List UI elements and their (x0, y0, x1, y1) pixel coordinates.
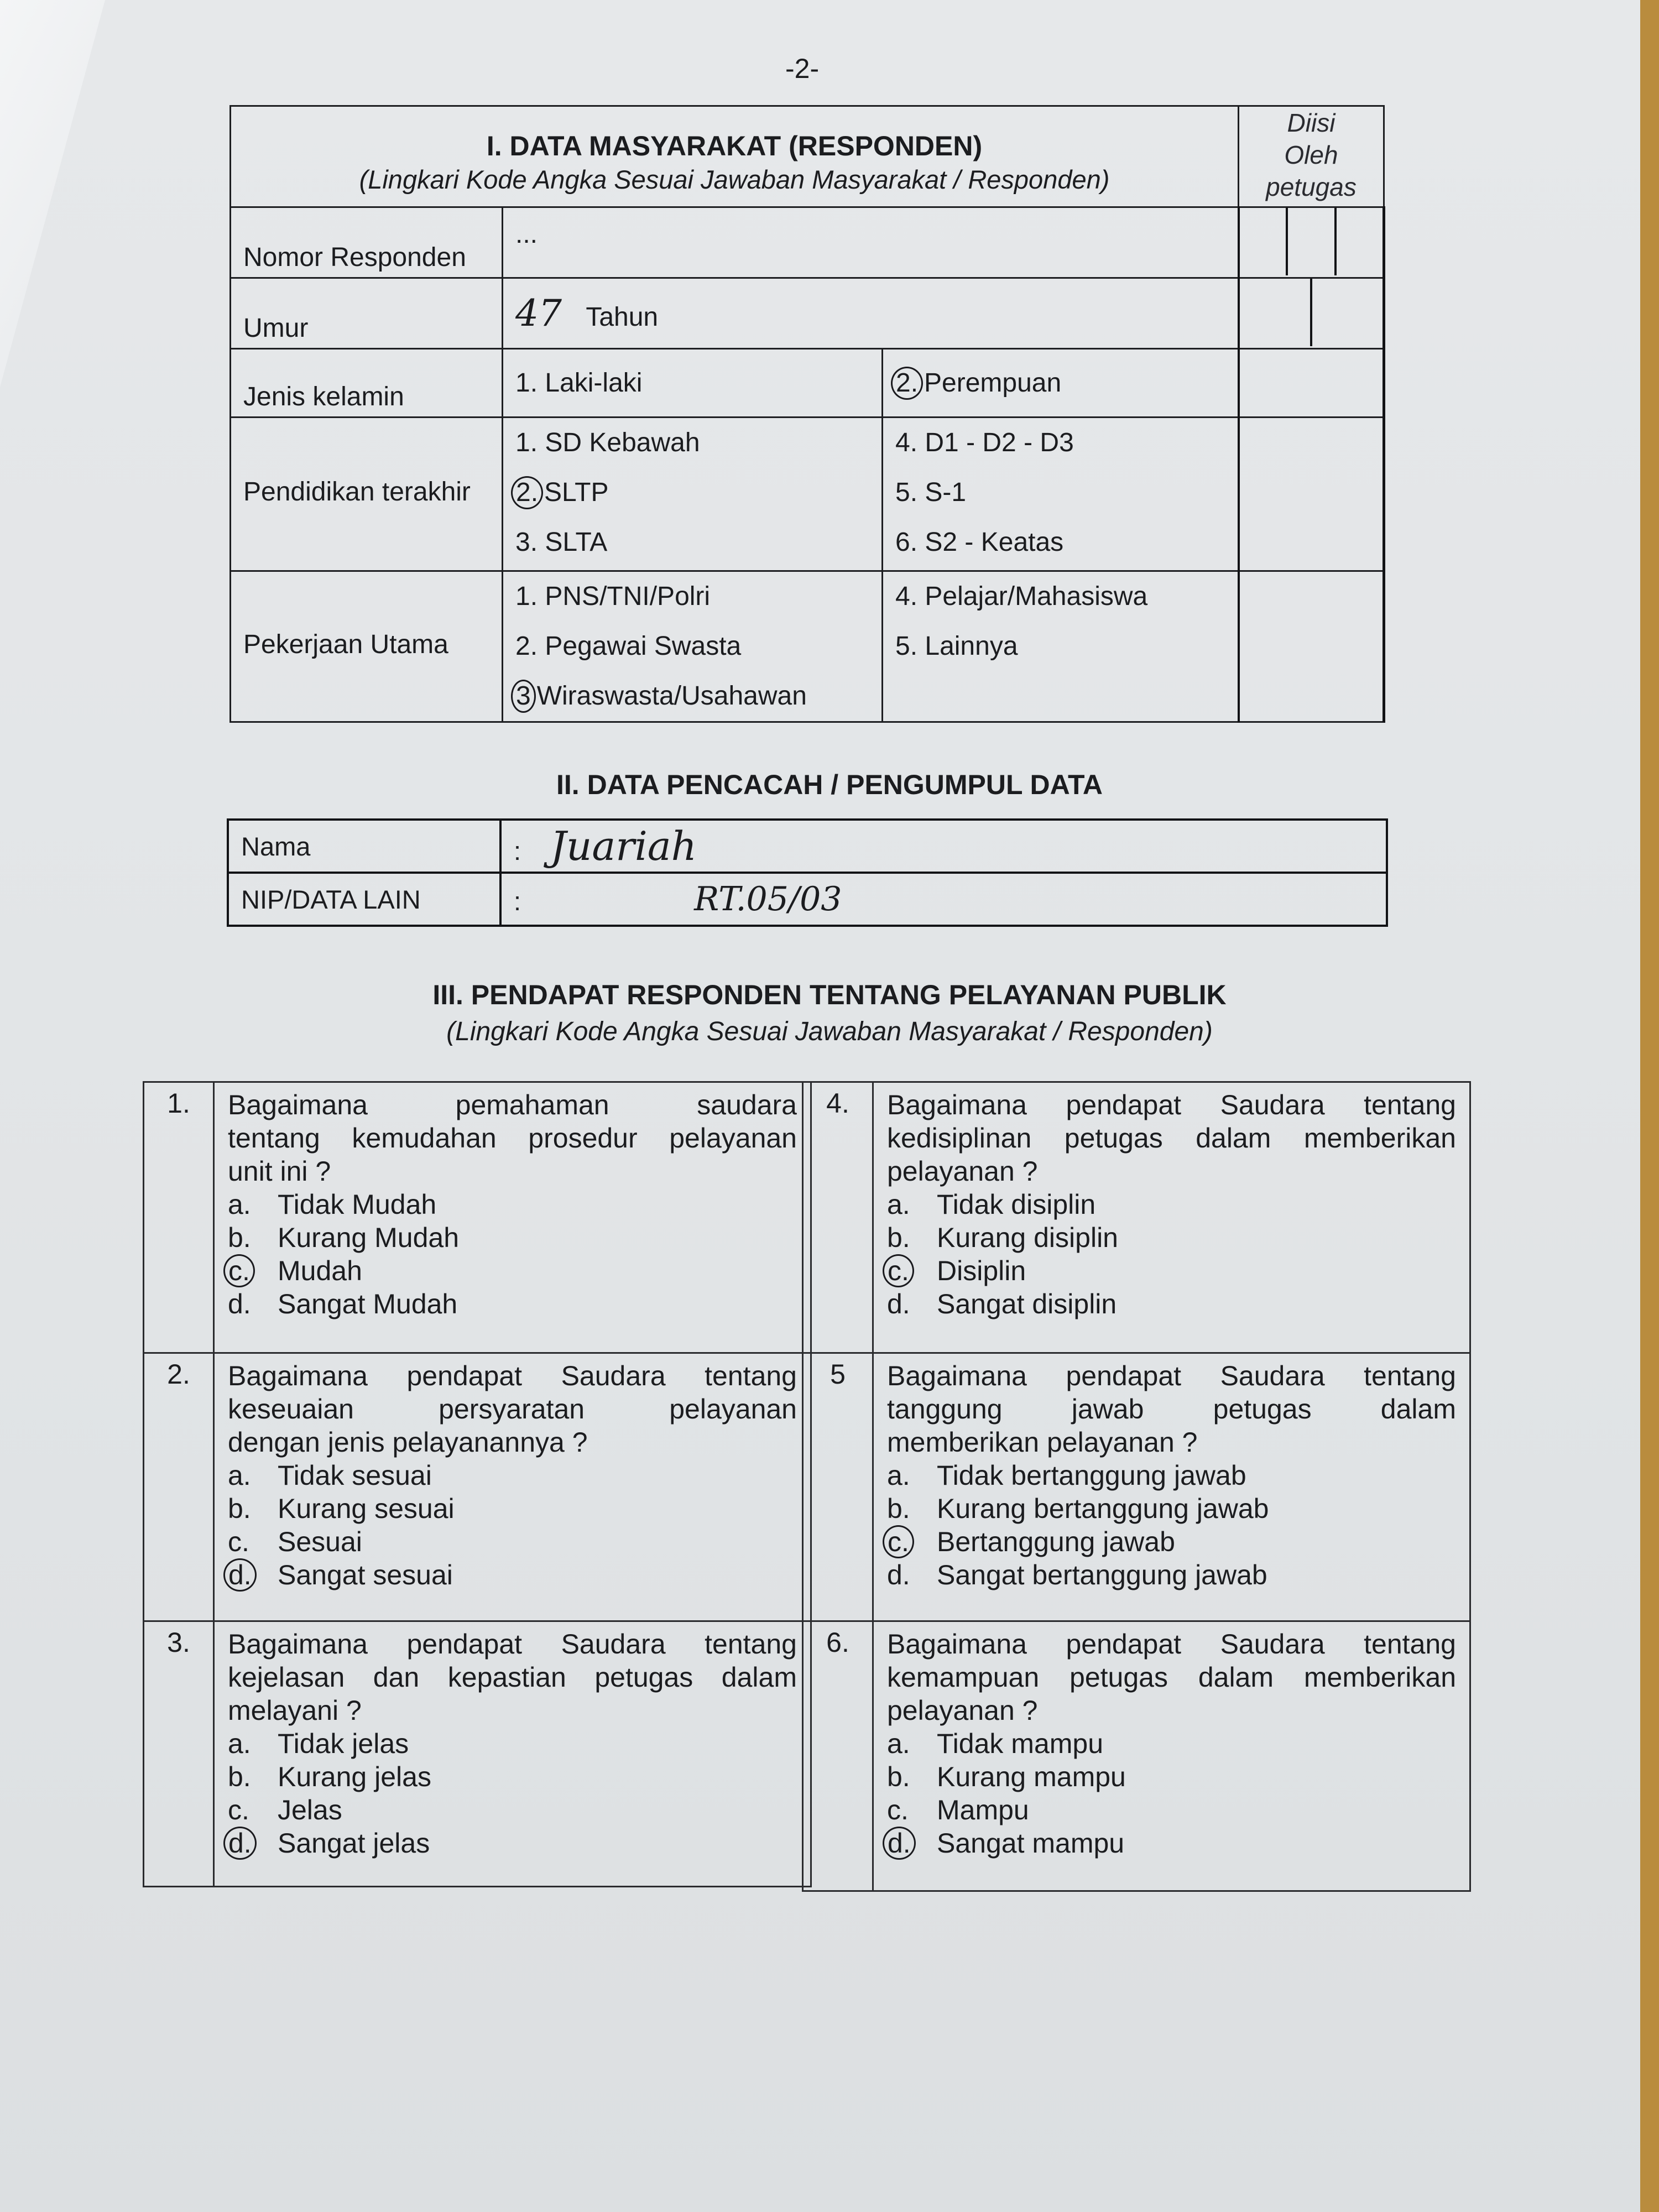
question-table (802, 1352, 1471, 1622)
gender-option-female[interactable] (883, 349, 1239, 418)
answer-letter: d. (887, 1288, 910, 1319)
answer-label: Sesuai (278, 1526, 362, 1557)
collector-nip-value: RT.05/03 (694, 880, 842, 919)
officer-label-3: petugas (1266, 173, 1357, 201)
answer-letter: b. (887, 1761, 910, 1792)
answer-label: Kurang bertanggung jawab (937, 1493, 1269, 1524)
selected-circle: c. (883, 1525, 914, 1558)
occupation-option-4[interactable]: 4. Pelajar/Mahasiswa (895, 582, 1148, 611)
answer-label: Kurang mampu (937, 1761, 1126, 1792)
selected-circle: c. (883, 1254, 914, 1287)
education-option-3[interactable]: 3. SLTA (515, 528, 608, 557)
age-boxes[interactable] (1239, 278, 1384, 349)
age-label: Umur (231, 278, 503, 349)
answer-option[interactable] (228, 1727, 797, 1760)
question-text-line: Bagaimana pendapat Saudara tentang (887, 1089, 1456, 1120)
education-options-right (883, 418, 1239, 571)
answer-option[interactable] (887, 1727, 1456, 1760)
question-body (873, 1353, 1470, 1621)
question-body (214, 1082, 811, 1353)
answer-label: Tidak Mudah (278, 1189, 437, 1220)
collector-data-table (227, 818, 1388, 927)
answer-label: Kurang disiplin (937, 1222, 1118, 1253)
selected-circle: d. (223, 1827, 257, 1860)
question-table (143, 1081, 812, 1354)
answer-label: Tidak disiplin (937, 1189, 1096, 1220)
answer-label: Kurang jelas (278, 1761, 431, 1792)
answer-label: Disiplin (937, 1255, 1026, 1286)
selected-circle: 2. (511, 476, 543, 509)
respondent-number-value[interactable]: ... (503, 207, 1239, 278)
answer-option[interactable] (887, 1760, 1456, 1793)
answer-option[interactable] (887, 1492, 1456, 1525)
answer-label: Mudah (278, 1255, 362, 1286)
answer-option[interactable] (887, 1525, 1456, 1558)
education-label: Pendidikan terakhir (231, 418, 503, 571)
question-number: 2. (144, 1353, 214, 1621)
section3-subtitle: (Lingkari Kode Angka Sesuai Jawaban Masyarakat / Responden) (446, 1017, 1213, 1046)
answer-label: Tidak bertanggung jawab (937, 1460, 1246, 1491)
age-unit: Tahun (586, 302, 659, 332)
question-body (873, 1082, 1470, 1353)
answer-label: Jelas (278, 1794, 342, 1825)
selected-circle: 2. (891, 367, 923, 400)
answer-option[interactable] (228, 1760, 797, 1793)
education-option-6[interactable]: 6. S2 - Keatas (895, 528, 1064, 557)
education-option-4[interactable]: 4. D1 - D2 - D3 (895, 428, 1074, 457)
answer-letter: a. (228, 1189, 251, 1220)
question-table (802, 1081, 1471, 1354)
answer-option[interactable] (228, 1459, 797, 1492)
answer-option[interactable] (887, 1558, 1456, 1592)
answer-option[interactable] (228, 1287, 797, 1321)
gender-option-female-label: Perempuan (924, 368, 1062, 398)
gender-option-male[interactable]: 1. Laki-laki (503, 349, 883, 418)
selected-circle: d. (223, 1558, 257, 1592)
question-text-line: melayani ? (228, 1695, 362, 1726)
answer-label: Kurang Mudah (278, 1222, 460, 1253)
officer-label-1: Diisi (1287, 108, 1335, 137)
answer-label: Bertanggung jawab (937, 1526, 1175, 1557)
question-text-line: kejelasan dan kepastian petugas dalam (228, 1662, 797, 1693)
occupation-label: Pekerjaan Utama (231, 571, 503, 722)
question-number: 3. (144, 1621, 214, 1887)
answer-label: Tidak sesuai (278, 1460, 432, 1491)
respondent-number-boxes[interactable] (1239, 207, 1384, 278)
collector-name-label: Nama (228, 820, 500, 873)
age-value: 47 (515, 292, 562, 335)
respondent-data-table (229, 105, 1385, 723)
answer-label: Sangat jelas (278, 1828, 430, 1859)
question-text-line: Bagaimana pendapat Saudara tentang (228, 1629, 797, 1660)
answer-label: Tidak mampu (937, 1728, 1104, 1759)
question-body (214, 1353, 811, 1621)
answer-letter: c. (228, 1526, 249, 1557)
occupation-option-3-label: Wiraswasta/Usahawan (536, 681, 807, 711)
answer-option[interactable] (228, 1558, 797, 1592)
answer-option[interactable] (887, 1254, 1456, 1287)
answer-letter: a. (887, 1728, 910, 1759)
selected-circle: d. (883, 1827, 916, 1860)
education-option-2[interactable] (515, 468, 869, 518)
question-text-line: kemampuan petugas dalam memberikan (887, 1662, 1456, 1693)
section3-header (0, 979, 1659, 1047)
section1-subtitle: (Lingkari Kode Angka Sesuai Jawaban Masyarakat / Responden) (359, 164, 1110, 194)
answer-letter: b. (228, 1222, 251, 1253)
answer-label: Sangat sesuai (278, 1559, 453, 1590)
answer-option[interactable] (228, 1492, 797, 1525)
answer-letter: b. (228, 1761, 251, 1792)
question-text-line: memberikan pelayanan ? (887, 1427, 1198, 1458)
question-number: 1. (144, 1082, 214, 1353)
occupation-box[interactable] (1239, 571, 1384, 722)
section3-title: III. PENDAPAT RESPONDEN TENTANG PELAYANAN PUBLIK (432, 979, 1227, 1010)
answer-label: Sangat disiplin (937, 1288, 1117, 1319)
collector-nip-label: NIP/DATA LAIN (228, 873, 500, 926)
collector-name-value: Juariah (550, 823, 697, 869)
age-field[interactable] (503, 278, 1239, 349)
answer-letter: b. (228, 1493, 251, 1524)
education-option-1[interactable]: 1. SD Kebawah (515, 428, 700, 457)
question-number: 4. (803, 1082, 873, 1353)
selected-circle: c. (223, 1254, 255, 1287)
gender-box[interactable] (1239, 349, 1384, 418)
answer-letter: a. (228, 1460, 251, 1491)
answer-option[interactable] (228, 1188, 797, 1221)
colon: : (514, 836, 521, 865)
answer-label: Sangat bertanggung jawab (937, 1559, 1267, 1590)
question-table (802, 1620, 1471, 1892)
answer-option[interactable] (887, 1793, 1456, 1827)
answer-option[interactable] (887, 1221, 1456, 1254)
answer-option[interactable] (228, 1221, 797, 1254)
question-text-line: pelayanan ? (887, 1695, 1038, 1726)
answer-letter: d. (887, 1559, 910, 1590)
answer-letter: d. (228, 1288, 251, 1319)
answer-option[interactable] (228, 1525, 797, 1558)
question-text-line: Bagaimana pendapat Saudara tentang (887, 1629, 1456, 1660)
collector-name-field[interactable] (500, 820, 1387, 873)
answer-letter: c. (887, 1794, 909, 1825)
occupation-option-3[interactable] (515, 671, 869, 721)
answer-letter: a. (887, 1460, 910, 1491)
education-options-left (503, 418, 883, 571)
question-text-line: Bagaimana pendapat Saudara tentang (887, 1360, 1456, 1391)
education-option-5[interactable]: 5. S-1 (895, 478, 967, 507)
page-number: -2- (785, 53, 820, 84)
officer-label-2: Oleh (1284, 140, 1338, 169)
answer-letter: a. (887, 1189, 910, 1220)
answer-option[interactable] (228, 1254, 797, 1287)
answer-option[interactable] (887, 1287, 1456, 1321)
collector-nip-field[interactable] (500, 873, 1387, 926)
question-text-line: kedisiplinan petugas dalam memberikan (887, 1123, 1456, 1154)
answer-option[interactable] (887, 1188, 1456, 1221)
question-text-line: tanggung jawab petugas dalam (887, 1394, 1456, 1425)
answer-letter: c. (228, 1794, 249, 1825)
officer-column-header (1239, 106, 1384, 207)
question-text-line: dengan jenis pelayanannya ? (228, 1427, 588, 1458)
answer-label: Sangat mampu (937, 1828, 1125, 1859)
answer-option[interactable] (228, 1827, 797, 1860)
answer-letter: a. (228, 1728, 251, 1759)
question-text-line: keseuaian persyaratan pelayanan (228, 1394, 797, 1425)
occupation-options-right (883, 571, 1239, 722)
occupation-option-5[interactable]: 5. Lainnya (895, 632, 1018, 661)
education-box[interactable] (1239, 418, 1384, 571)
question-body (873, 1621, 1470, 1891)
answer-letter: b. (887, 1222, 910, 1253)
question-body (214, 1621, 811, 1887)
question-table (143, 1620, 812, 1887)
question-text-line: Bagaimana pendapat Saudara tentang (228, 1360, 797, 1391)
answer-label: Mampu (937, 1794, 1029, 1825)
education-option-2-label: SLTP (544, 478, 609, 507)
answer-option[interactable] (887, 1827, 1456, 1860)
question-text-line: unit ini ? (228, 1156, 331, 1187)
answer-label: Kurang sesuai (278, 1493, 455, 1524)
occupation-option-2[interactable]: 2. Pegawai Swasta (515, 632, 742, 661)
selected-circle: 3 (511, 680, 536, 713)
answer-label: Sangat Mudah (278, 1288, 458, 1319)
occupation-option-1[interactable]: 1. PNS/TNI/Polri (515, 582, 711, 611)
section1-header (231, 106, 1239, 207)
question-number: 5 (803, 1353, 873, 1621)
question-text-line: Bagaimana pemahaman saudara (228, 1089, 797, 1120)
answer-option[interactable] (887, 1459, 1456, 1492)
section1-title: I. DATA MASYARAKAT (RESPONDEN) (486, 130, 983, 161)
gender-label: Jenis kelamin (231, 349, 503, 418)
question-number: 6. (803, 1621, 873, 1891)
colon: : (514, 886, 521, 916)
answer-option[interactable] (228, 1793, 797, 1827)
occupation-options-left (503, 571, 883, 722)
answer-label: Tidak jelas (278, 1728, 409, 1759)
section2-title: II. DATA PENCACAH / PENGUMPUL DATA (556, 769, 1103, 800)
question-table (143, 1352, 812, 1622)
question-text-line: pelayanan ? (887, 1156, 1038, 1187)
question-text-line: tentang kemudahan prosedur pelayanan (228, 1123, 797, 1154)
background-edge (1640, 0, 1659, 2212)
answer-letter: b. (887, 1493, 910, 1524)
respondent-number-label: Nomor Responden (231, 207, 503, 278)
